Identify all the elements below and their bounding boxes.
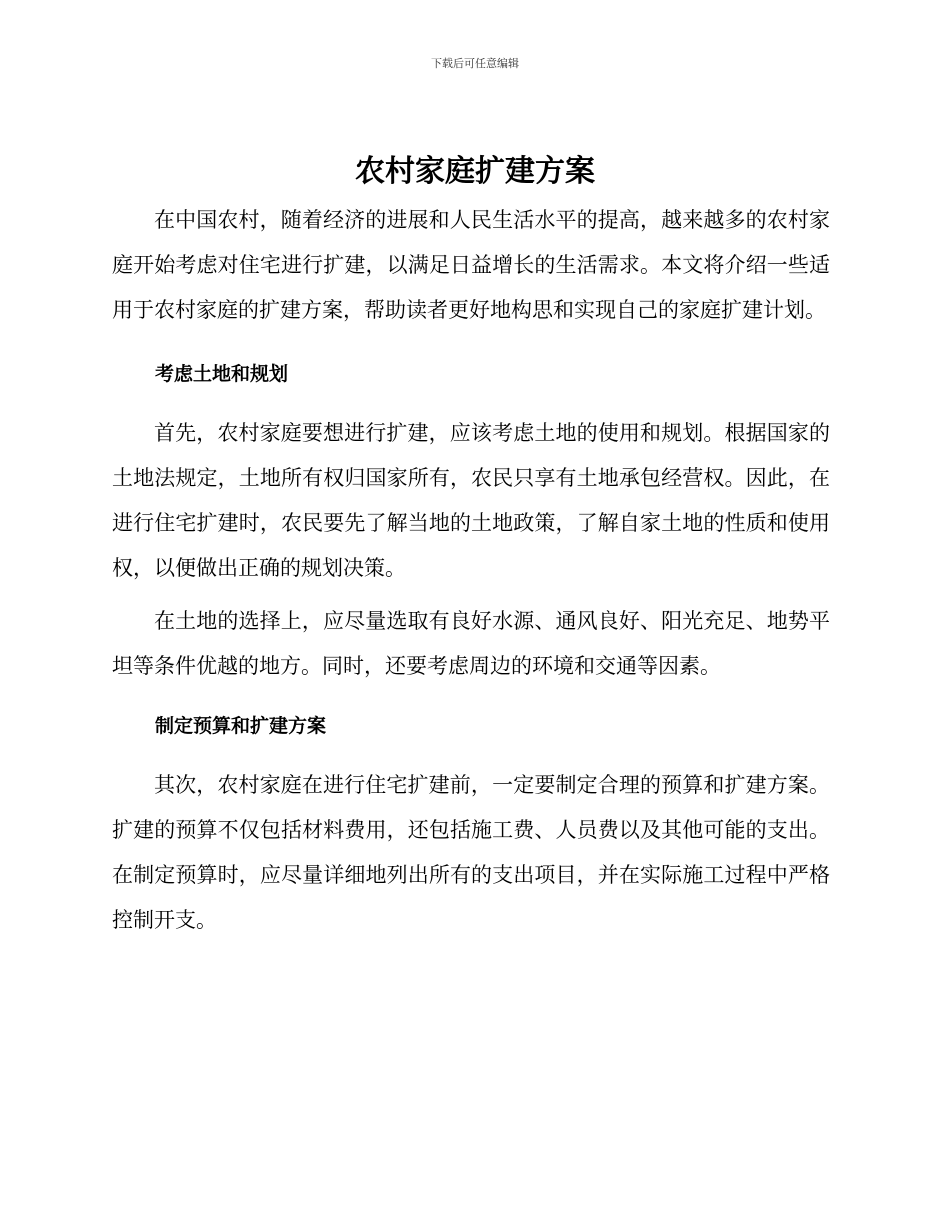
paragraph-budget: 其次，农村家庭在进行住宅扩建前，一定要制定合理的预算和扩建方案。扩建的预算不仅包括材料费用，还包括施工费、人员费以及其他可能的支出。在制定预算时，应尽量详细地列出所有的支出项目，并在实际施工过程中严格控制开支。 [112,773,830,932]
section-heading-budget-plan: 制定预算和扩建方案 [155,715,327,737]
paragraph-land-selection: 在土地的选择上，应尽量选取有良好水源、通风良好、阳光充足、地势平坦等条件优越的地方。同时，还要考虑周边的环境和交通等因素。 [112,609,830,678]
intro-paragraph: 在中国农村，随着经济的进展和人民生活水平的提高，越来越多的农村家庭开始考虑对住宅进行扩建，以满足日益增长的生活需求。本文将介绍一些适用于农村家庭的扩建方案，帮助读者更好地构思和实现自己的家庭扩建计划。 [112,208,830,322]
document-body [112,198,830,943]
header-note: 下载后可任意编辑 [431,57,519,70]
document-title: 农村家庭扩建方案 [355,154,595,189]
paragraph-land-law: 首先，农村家庭要想进行扩建，应该考虑土地的使用和规划。根据国家的土地法规定，土地所有权归国家所有，农民只享有土地承包经营权。因此，在进行住宅扩建时，农民要先了解当地的土地政策，了解自家土地的性质和使用权，以便做出正确的规划决策。 [112,421,830,580]
section-heading-land-planning: 考虑土地和规划 [155,363,289,385]
